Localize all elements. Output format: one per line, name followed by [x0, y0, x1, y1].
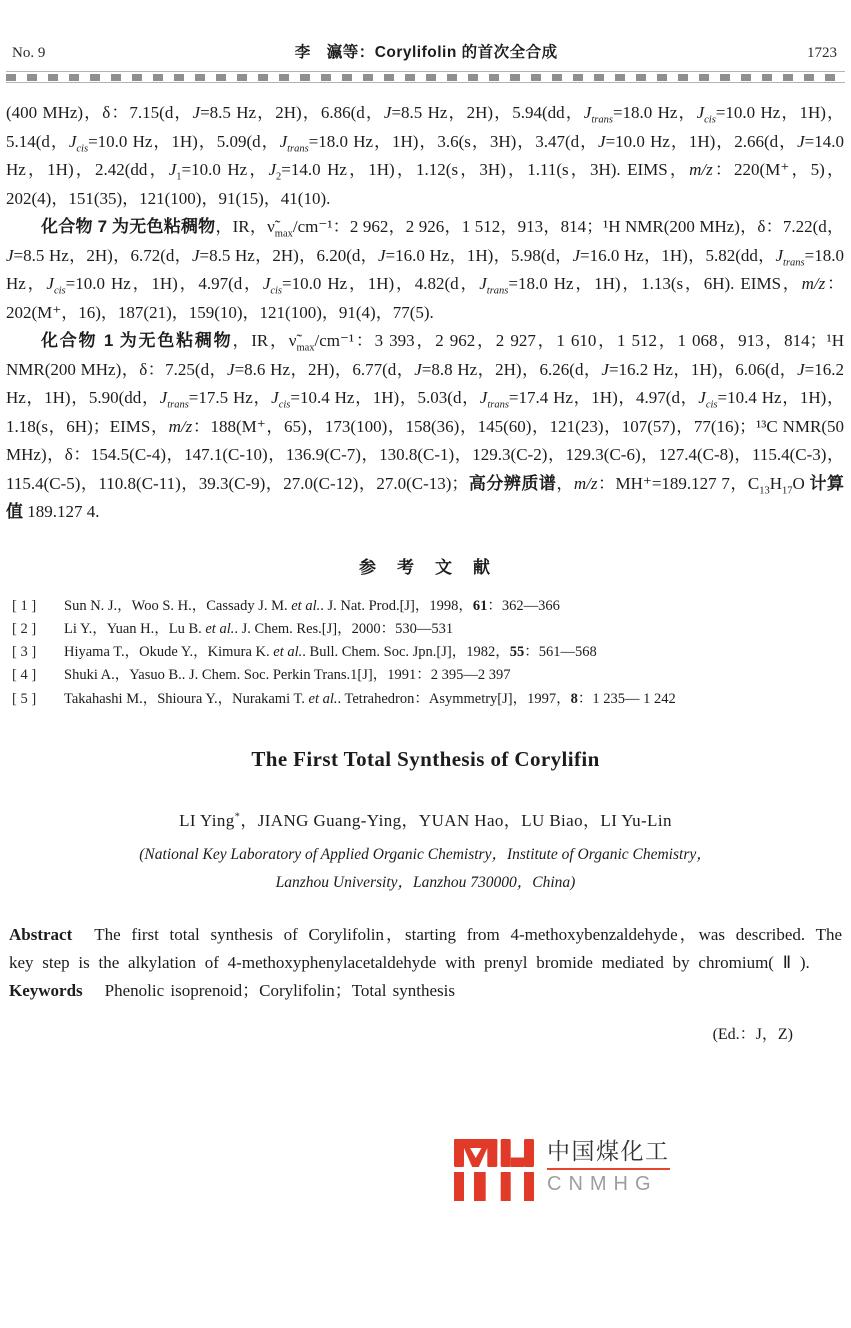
- reference-item: [12, 641, 841, 664]
- reference-item: [12, 688, 841, 711]
- abstract-label: Abstract: [9, 924, 73, 944]
- running-title: 李 瀛等：Corylifolin 的首次全合成: [294, 44, 558, 61]
- myh-logo-icon: [454, 1139, 534, 1201]
- keywords-text: Phenolic isoprenoid；Corylifolin；Total synthesis: [104, 980, 456, 1000]
- reference-item: [12, 664, 841, 687]
- english-title: The First Total Synthesis of Corylifin: [251, 746, 600, 771]
- reference-text: Takahashi M.，Shioura Y.，Nurakami T. et al.. Tetrahedron：Asymmetry[J]，1997，8：1 235— 1 242: [64, 690, 676, 707]
- logo-latin-text: CNMHG: [547, 1173, 658, 1196]
- paragraph-compound-7: 化合物 7 为无色粘稠物，IR，$\nũ_{max}/cm^{-1}$：2 962，2 926，1 512，913，814；¹H NMR(200 MHz)，δ：7.22(d，J=8.5 Hz，2H)，6.72(d，J=8.5 Hz，2H)，6.20(d，J=16.0 Hz，1H)，5.98(d，J=16.0 Hz，1H)，5.82(dd，$J_{trans}=18.0$ Hz，$J_{cis}=10.0$ Hz，1H)，4.97(d，$J_{cis}=10.0$ Hz，1H)，4.82(d，$J_{trans}=18.0$ Hz，1H)，1.13(s，6H). EIMS，m/z：202(M⁺，16)，187(21)，159(10)，121(100)，91(4)，77(5).: [6, 217, 844, 322]
- affiliation: [0, 841, 851, 897]
- header-divider-rule: [6, 71, 845, 83]
- keywords-line: [0, 977, 851, 1005]
- logo-chinese-text: 中国煤化工: [547, 1139, 670, 1170]
- cnmhg-watermark-logo: [454, 1139, 670, 1201]
- keywords-label: Keywords: [9, 980, 83, 1000]
- reference-text: Hiyama T.，Okude Y.，Kimura K. et al.. Bull. Chem. Soc. Jpn.[J]，1982，55：561—568: [64, 644, 597, 661]
- reference-text: Shuki A.，Yasuo B.. J. Chem. Soc. Perkin Trans.1[J]，1991：2 395—2 397: [64, 667, 511, 684]
- issue-number: No. 9: [12, 45, 46, 61]
- paragraph-compound-1: 化合物 1 为无色粘稠物，IR，$\nũ_{max}/cm^{-1}$：3 393，2 962，2 927，1 610，1 512，1 068，913，814；¹H NMR(200 MHz)，δ：7.25(d，J=8.6 Hz，2H)，6.77(d，J=8.8 Hz，2H)，6.26(d，J=16.2 Hz，1H)，6.06(d，J=16.2 Hz，1H)，5.90(dd，$J_{trans}=17.5$ Hz，$J_{cis}=10.4$ Hz，1H)，5.03(d，$J_{trans}=17.4$ Hz，1H)，4.97(d，$J_{cis}=10.4$ Hz，1H)，1.18(s，6H)；EIMS，m/z：188(M⁺，65)，173(100)，158(36)，145(60)，121(23)，107(57)，77(16)；¹³C NMR(50 MHz)，δ：154.5(C-4)，147.1(C-10)，136.9(C-7)，130.8(C-1)，129.3(C-2)，129.3(C-6)，127.4(C-8)，115.4(C-3)，115.4(C-5)，110.8(C-11)，39.3(C-9)，27.0(C-12)，27.0(C-13)；高分辨质谱，m/z：MH⁺=189.127 7，$C_{13}H_{17}O$ 计算值 189.127 4.: [6, 331, 845, 521]
- affiliation-line-1: (National Key Laboratory of Applied Organic Chemistry，Institute of Organic Chemistry，: [139, 845, 712, 863]
- references-list: [0, 595, 851, 711]
- reference-number: [ 2 ]: [12, 620, 37, 637]
- reference-number: [ 1 ]: [12, 597, 37, 614]
- paragraph-nmr-continuation: (400 MHz)，δ：7.15(d，J=8.5 Hz，2H)，6.86(d，J=8.5 Hz，2H)，5.94(dd，$J_{trans}=18.0$ Hz，$J_{cis}=10.0$ Hz，1H)，5.14(d，$J_{cis}=10.0$ Hz，1H)，5.09(d，$J_{trans}=18.0$ Hz，1H)，3.6(s，3H)，3.47(d，J=10.0 Hz，1H)，2.66(d，J=14.0 Hz，1H)，2.42(dd，$J_1=10.0$ Hz，$J_2=14.0$ Hz，1H)，1.12(s，3H)，1.11(s，3H). EIMS，m/z：220(M⁺，5)，202(4)，151(35)，121(100)，91(15)，41(10).: [6, 103, 844, 208]
- reference-number: [ 4 ]: [12, 667, 37, 684]
- author-line: LI Ying*，JIANG Guang-Ying，YUAN Hao，LU Biao，LI Yu-Lin: [179, 810, 672, 830]
- page-number: 1723: [806, 45, 837, 61]
- editor-note: (Ed.：J，Z): [712, 1025, 793, 1043]
- reference-item: [12, 618, 841, 641]
- references-heading: 参 考 文 献: [359, 557, 492, 577]
- abstract-block: [0, 921, 851, 977]
- abstract-paragraph: [9, 921, 842, 977]
- affiliation-line-2: Lanzhou University，Lanzhou 730000，China): [275, 873, 576, 891]
- experimental-section: [0, 99, 851, 527]
- reference-text: Sun N. J.，Woo S. H.，Cassady J. M. et al.. J. Nat. Prod.[J]，1998，61：362—366: [64, 597, 560, 614]
- running-head: [0, 0, 851, 62]
- abstract-text: The first total synthesis of Corylifolin，starting from 4-methoxybenzaldehyde，was described. The key step is the alkylation of 4-methoxyphenylacetaldehyde with prenyl bromide mediated by chromium( Ⅱ ).: [9, 924, 842, 972]
- reference-number: [ 5 ]: [12, 690, 37, 707]
- reference-text: Li Y.，Yuan H.，Lu B. et al.. J. Chem. Res.[J]，2000：530—531: [64, 620, 454, 637]
- reference-item: [12, 595, 841, 618]
- reference-number: [ 3 ]: [12, 644, 37, 661]
- logo-text-column: [547, 1139, 670, 1194]
